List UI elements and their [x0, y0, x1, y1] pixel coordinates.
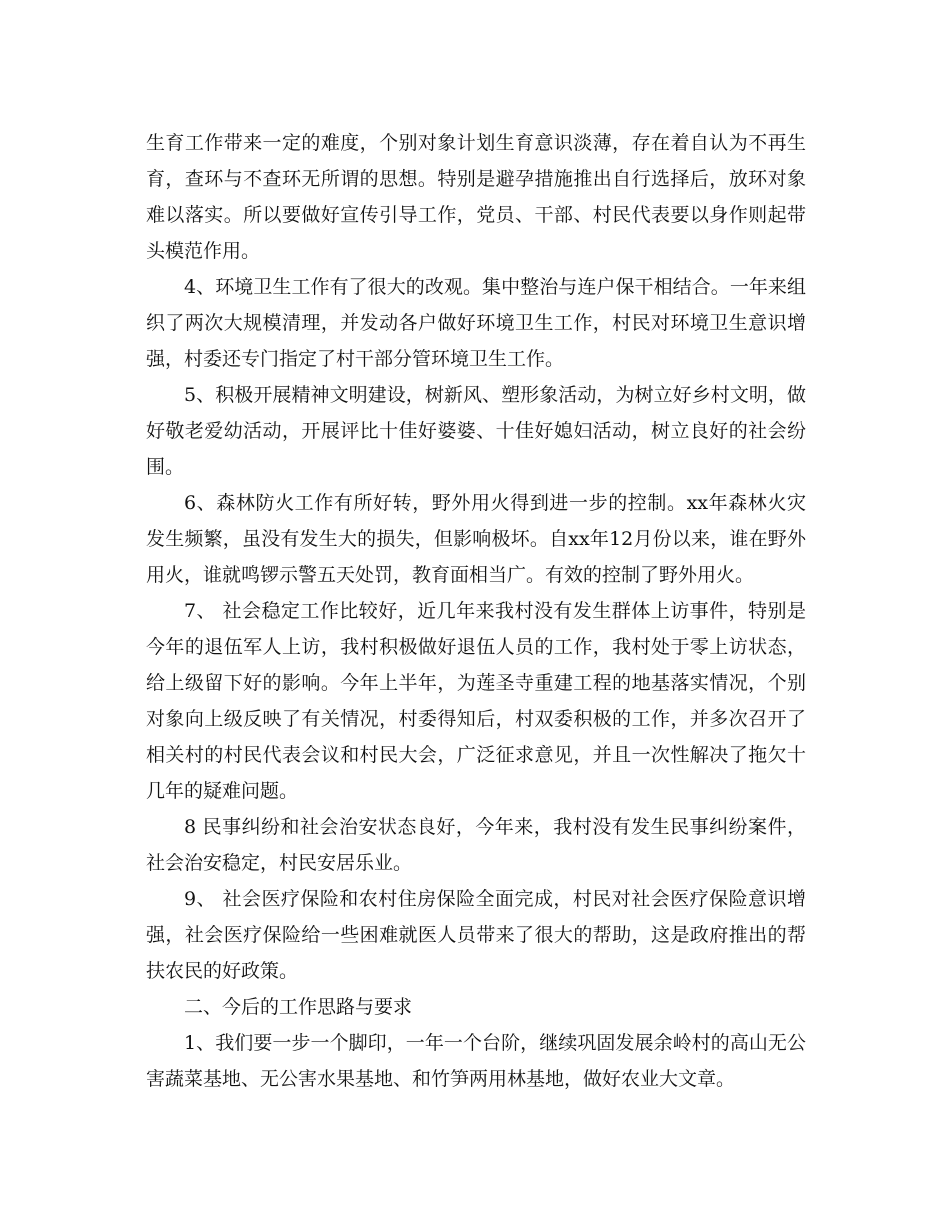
paragraph-social-stability: 7、 社会稳定工作比较好，近几年来我村没有发生群体上访事件，特别是今年的退伍军人上访，我村积极做好退伍人员的工作，我村处于零上访状态，给上级留下好的影响。今年上半年，为莲圣寺重建工程的地基落实情况，个别对象向上级反映了有关情况，村委得知后，村双委积极的工作，并多次召开了相关村的村民代表会议和村民大会，广泛征求意见，并且一次性解决了拖欠十几年的疑难问题。 [146, 600, 806, 802]
section-heading-future-work: 二、今后的工作思路与要求 [184, 996, 413, 1018]
paragraph-continuation: 生育工作带来一定的难度，个别对象计划生育意识淡薄，存在着自认为不再生育，查环与不查环无所谓的思想。特别是避孕措施推出自行选择后，放环对象难以落实。所以要做好宣传引导工作，党员、干部、村民代表要以身作则起带头模范作用。 [146, 132, 806, 262]
paragraph-environment-sanitation: 4、环境卫生工作有了很大的改观。集中整治与连户保干相结合。一年来组织了两次大规模清理，并发动各户做好环境卫生工作，村民对环境卫生意识增强，村委还专门指定了村干部分管环境卫生工作。 [146, 276, 806, 370]
paragraph-civil-disputes: 8 民事纠纷和社会治安状态良好，今年来，我村没有发生民事纠纷案件，社会治安稳定，村民安居乐业。 [146, 816, 806, 874]
paragraph-spiritual-civilization: 5、积极开展精神文明建设，树新风、塑形象活动，为树立好乡村文明，做好敬老爱幼活动，开展评比十佳好婆婆、十佳好媳妇活动，树立良好的社会纷围。 [146, 384, 806, 478]
paragraph-forest-fire-prevention: 6、森林防火工作有所好转，野外用火得到进一步的控制。xx年森林火灾发生频繁，虽没有发生大的损失，但影响极坏。自xx年12月份以来，谁在野外用火，谁就鸣锣示警五天处罚，教育面相当广。有效的控制了野外用火。 [146, 492, 806, 586]
paragraph-medical-insurance: 9、 社会医疗保险和农村住房保险全面完成，村民对社会医疗保险意识增强，社会医疗保险给一些困难就医人员带来了很大的帮助，这是政府推出的帮扶农民的好政策。 [146, 888, 806, 982]
paragraph-agriculture-bases: 1、我们要一步一个脚印，一年一个台阶，继续巩固发展余岭村的高山无公害蔬菜基地、无公害水果基地、和竹笋两用林基地，做好农业大文章。 [146, 1032, 806, 1090]
document-body [146, 125, 806, 1097]
